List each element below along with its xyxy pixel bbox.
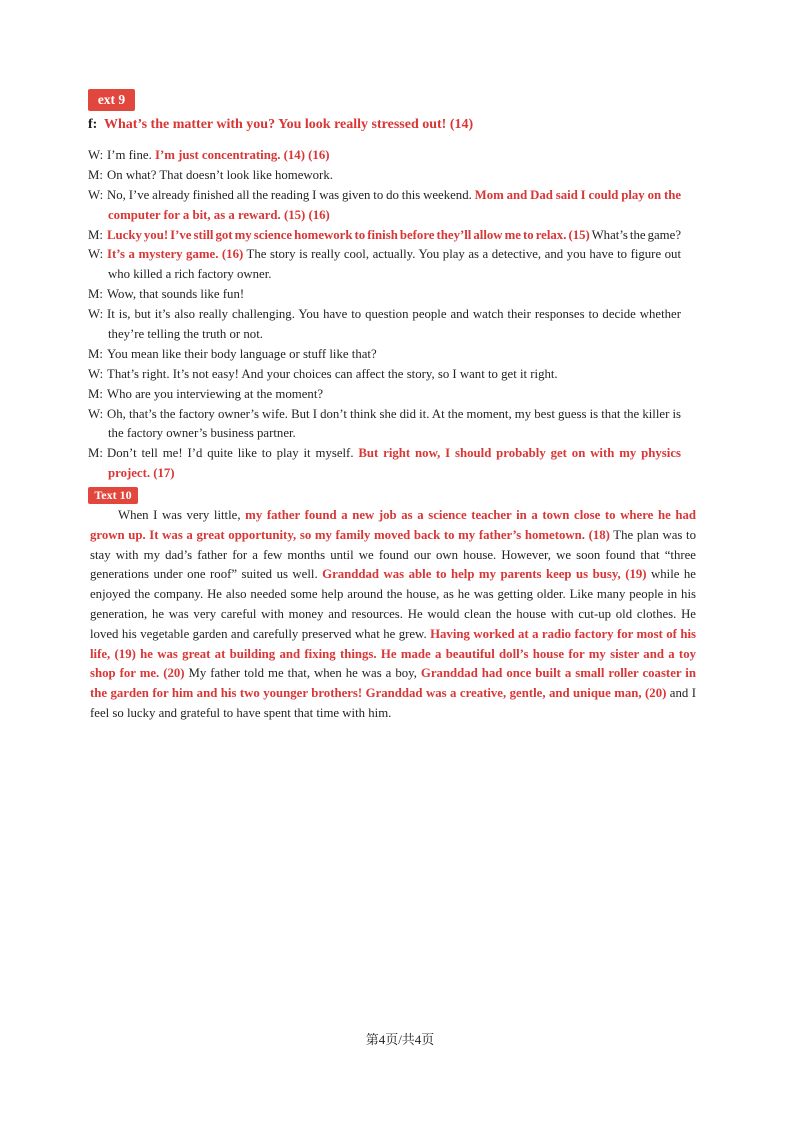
- dialogue-turn: [88, 385, 681, 405]
- answer-highlight-text: I’m just concentrating. (14) (16): [154, 148, 330, 162]
- dialogue-turn: [88, 365, 681, 385]
- line-text: [107, 146, 330, 166]
- line-text: [107, 365, 558, 385]
- transcript-text: while he: [646, 567, 696, 582]
- section-tag-label: Text 10: [94, 488, 132, 502]
- line-text: [90, 605, 696, 625]
- dialogue-turn: [88, 166, 681, 186]
- transcript-text: feel so lucky and grateful to have spent that time with him.: [90, 705, 392, 720]
- paragraph-line: [90, 664, 696, 684]
- transcript-text: who killed a rich factory owner.: [108, 267, 272, 282]
- transcript-text: No, I’ve already finished all the reading I was given to do this weekend.: [107, 187, 475, 202]
- paragraph-line: [90, 546, 696, 566]
- transcript-line: [88, 285, 681, 305]
- line-text: [108, 206, 330, 226]
- line-text: [107, 226, 681, 246]
- transcript-line: [88, 206, 681, 226]
- line-text: [108, 325, 263, 345]
- text-10-paragraph: [90, 506, 696, 724]
- line-text: [90, 645, 696, 665]
- transcript-text: generations under one roof” suited us well.: [90, 567, 323, 582]
- transcript-text: What’s the game?: [589, 227, 681, 242]
- speaker-label: M:: [88, 446, 103, 461]
- line-text: [107, 166, 333, 186]
- dialogue-turn: [88, 285, 681, 305]
- dialogue-turn: [88, 186, 681, 226]
- answer-highlight-text: It’s a mystery game. (16): [107, 247, 244, 262]
- transcript-line: [88, 146, 681, 166]
- answer-highlight-text: computer for a bit, as a reward. (15) (16): [108, 207, 330, 222]
- transcript-text: the factory owner’s business partner.: [108, 426, 296, 441]
- line-text: [107, 285, 244, 305]
- answer-highlight-text: Granddad had once built a small roller coaster in: [420, 666, 696, 681]
- line-text: [108, 265, 271, 285]
- dialogue-transcript: [88, 146, 681, 484]
- answer-highlight-text: the garden for him and his two younger brothers! Granddad was a creative, gentle, and unique man, (20): [90, 686, 667, 701]
- speaker-label: W:: [88, 307, 104, 322]
- transcript-text: It is, but it’s also really challenging. You have to question people and watch their responses to decide whether: [107, 307, 681, 322]
- line-text: [107, 405, 681, 425]
- transcript-text: When I was very little,: [118, 508, 246, 522]
- line-text: [90, 704, 391, 724]
- transcript-text: That’s right. It’s not easy! And your choices can affect the story, so I want to get it right.: [107, 366, 558, 381]
- transcript-text: they’re telling the truth or not.: [108, 327, 263, 342]
- transcript-text: Don’t tell me! I’d quite like to play it myself.: [107, 446, 359, 461]
- transcript-text: On what? That doesn’t look like homework.: [107, 167, 333, 182]
- transcript-text: My father told me that, when he was a boy,: [184, 666, 421, 681]
- answer-highlight-text: Having worked at a radio factory for most of his: [430, 626, 696, 641]
- speaker-label: M:: [88, 386, 103, 401]
- line-text: [107, 385, 323, 405]
- transcript-line: [88, 385, 681, 405]
- transcript-text: generation, he was very careful with money and resources. He would clean the house with cut-up old clothes. He: [90, 606, 696, 621]
- transcript-text: loved his vegetable garden and carefully preserved what he grew.: [90, 626, 431, 641]
- speaker-label: W:: [88, 366, 104, 381]
- paragraph-line: [90, 684, 696, 704]
- paragraph-line: [90, 585, 696, 605]
- transcript-text: You mean like their body language or stuff like that?: [107, 346, 377, 361]
- line-text: [108, 424, 296, 444]
- transcript-text: Who are you interviewing at the moment?: [107, 386, 324, 401]
- speaker-label: f:: [88, 117, 98, 132]
- answer-highlight-text: life, (19) he was great at building and fixing things. He made a beautiful doll’s house for my sister and a toy: [90, 646, 696, 661]
- transcript-text: Wow, that sounds like fun!: [107, 287, 245, 302]
- transcript-line: [88, 305, 681, 325]
- line-text: [90, 625, 696, 645]
- transcript-text: The story is really cool, actually. You play as a detective, and you have to figure out: [243, 247, 682, 262]
- speaker-label: W:: [88, 187, 104, 202]
- transcript-line: [88, 464, 681, 484]
- transcript-text: I’m fine.: [107, 148, 155, 162]
- line-text: [90, 664, 696, 684]
- speaker-label: W:: [88, 148, 104, 162]
- transcript-line: [88, 265, 681, 285]
- section-tag-text-9: [88, 89, 135, 111]
- dialogue-turn: [88, 405, 681, 445]
- opening-dialogue-line: [88, 115, 473, 135]
- speaker-label: W:: [88, 247, 104, 262]
- transcript-text: enjoyed the company. He also needed some help around the house, as he was getting older. Like many people in his: [90, 587, 696, 602]
- line-text: [107, 345, 377, 365]
- transcript-line: [88, 444, 681, 464]
- transcript-line: [88, 186, 681, 206]
- transcript-line: [88, 226, 681, 246]
- line-text: [107, 186, 681, 206]
- paragraph-line: [90, 506, 696, 526]
- answer-highlight-text: my father found a new job as a science teacher in a town close to where he had: [245, 508, 697, 522]
- answer-highlight-text: But right now, I should probably get on with my physics: [358, 446, 681, 461]
- answer-highlight-text: project. (17): [108, 466, 175, 481]
- transcript-line: [88, 365, 681, 385]
- speaker-label: M:: [88, 346, 103, 361]
- page-footer: [0, 1031, 800, 1049]
- answer-highlight-text: Lucky you! I’ve still got my science homework to finish before they’ll allow me to relax. (15): [107, 227, 590, 242]
- answer-highlight-text: shop for me. (20): [90, 666, 185, 681]
- dialogue-turn: [88, 444, 681, 484]
- line-text: [107, 444, 681, 464]
- answer-highlight-text: Granddad was able to help my parents keep us busy, (19): [322, 567, 647, 582]
- line-text: [90, 684, 696, 704]
- speaker-label: M:: [88, 287, 103, 302]
- line-text: [118, 506, 696, 526]
- paragraph-line: [90, 625, 696, 645]
- line-text: [108, 464, 175, 484]
- speaker-label: M:: [88, 167, 103, 182]
- answer-highlight-text: grown up. It was a great opportunity, so my family moved back to my father’s hometown. (18): [90, 527, 610, 542]
- paragraph-line: [90, 605, 696, 625]
- dialogue-turn: [88, 146, 681, 166]
- paragraph-line: [90, 645, 696, 665]
- speaker-label: W:: [88, 406, 104, 421]
- transcript-line: [88, 325, 681, 345]
- dialogue-turn: [88, 305, 681, 345]
- transcript-text: Oh, that’s the factory owner’s wife. But I don’t think she did it. At the moment, my best guess is that the killer is: [107, 406, 681, 421]
- page-number: 第4页/共4页: [365, 1032, 435, 1047]
- transcript-line: [88, 424, 681, 444]
- paragraph-line: [90, 565, 696, 585]
- transcript-line: [88, 345, 681, 365]
- section-tag-text-10: [88, 487, 138, 504]
- line-text: [107, 305, 681, 325]
- line-text: [90, 546, 696, 566]
- transcript-text: The plan was to: [609, 527, 696, 542]
- answer-highlight-text: What’s the matter with you? You look really stressed out! (14): [104, 117, 474, 132]
- transcript-line: [88, 245, 681, 265]
- line-text: [90, 585, 696, 605]
- line-text: [90, 565, 696, 585]
- transcript-line: [88, 405, 681, 425]
- paragraph-line: [90, 526, 696, 546]
- transcript-text: and I: [666, 686, 696, 701]
- speaker-label: M:: [88, 227, 103, 242]
- dialogue-turn: [88, 226, 681, 246]
- line-text: [107, 245, 681, 265]
- dialogue-turn: [88, 245, 681, 285]
- dialogue-turn: [88, 345, 681, 365]
- paragraph-line: [90, 704, 696, 724]
- section-tag-label: ext 9: [97, 92, 126, 107]
- line-text: [90, 526, 696, 546]
- transcript-line: [88, 166, 681, 186]
- answer-highlight-text: Mom and Dad said I could play on the: [474, 187, 681, 202]
- transcript-text: stay with my dad’s father for a few months until we found our own house. However, we soon found that “three: [90, 547, 696, 562]
